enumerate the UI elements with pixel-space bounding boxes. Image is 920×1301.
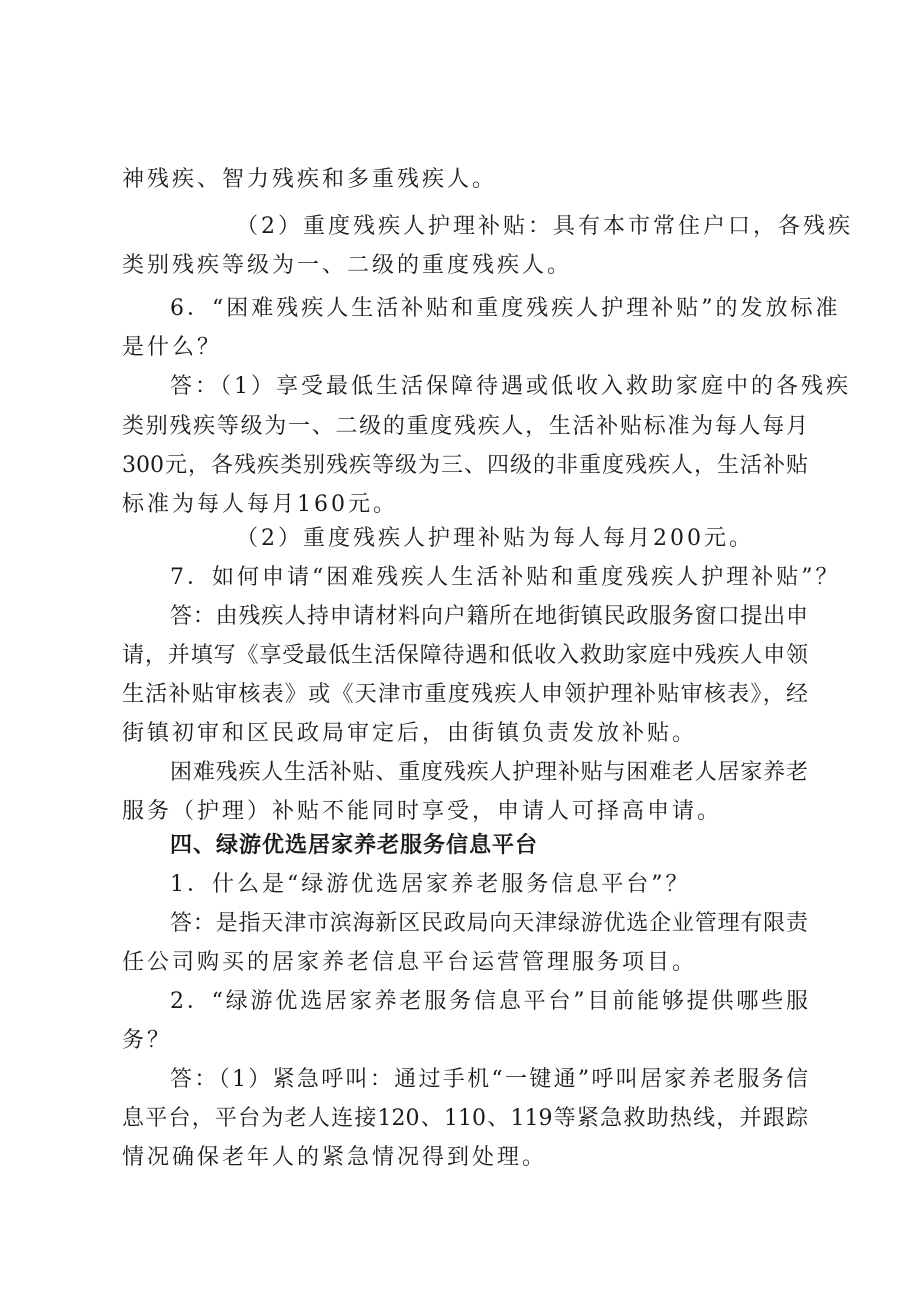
text-line-2: （2）重度残疾人护理补贴：具有本市常住户口，各残疾 [236,214,853,239]
text-line-1: 神残疾、智力残疾和多重残疾人。 [122,167,498,192]
question-6-line-2: 是什么？ [122,335,223,360]
answer-7-line-4: 街镇初审和区民政局审定后，由街镇负责发放补贴。 [122,721,698,746]
note-line-1: 困难残疾人生活补贴、重度残疾人护理补贴与困难老人居家养老 [170,760,808,785]
answer-6-line-1: 答：（1）享受最低生活保障待遇或低收入救助家庭中的各残疾 [170,374,851,399]
answer-2-line-1: 答：（1）紧急呼叫：通过手机“一键通”呼叫居家养老服务信 [170,1067,808,1092]
answer-7-line-2: 请，并填写《享受最低生活保障待遇和低收入救助家庭中残疾人申领 [122,643,808,668]
question-2-line-1: 2．“绿游优选居家养老服务信息平台”目前能够提供哪些服 [170,989,808,1014]
answer-6-line-4: 标准为每人每月160元。 [122,492,398,517]
answer-7-line-1: 答：由残疾人持申请材料向户籍所在地街镇民政服务窗口提出申 [170,604,808,629]
question-7: 7．如何申请“困难残疾人生活补贴和重度残疾人护理补贴”？ [170,565,841,590]
text-line-3: 类别残疾等级为一、二级的重度残疾人。 [122,253,573,278]
question-6-line-1: 6．“困难残疾人生活补贴和重度残疾人护理补贴”的发放标准 [170,296,841,321]
answer-6-line-3: 300元，各残疾类别残疾等级为三、四级的非重度残疾人，生活补贴 [122,453,808,478]
answer-2-line-2: 息平台，平台为老人连接120、110、119等紧急救助热线，并跟踪 [122,1106,808,1131]
answer-1-line-2: 任公司购买的居家养老信息平台运营管理服务项目。 [122,950,698,975]
answer-6-line-2: 类别残疾等级为一、二级的重度残疾人，生活补贴标准为每人每月 [122,414,808,439]
note-line-2: 服务（护理）补贴不能同时享受，申请人可择高申请。 [122,799,723,824]
section-heading: 四、绿游优选居家养老服务信息平台 [170,833,539,858]
question-2-line-2: 务？ [122,1028,173,1053]
answer-6-line-5: （2）重度残疾人护理补贴为每人每月200元。 [236,526,754,551]
answer-2-line-3: 情况确保老年人的紧急情况得到处理。 [122,1145,548,1170]
answer-7-line-3: 生活补贴审核表》或《天津市重度残疾人申领护理补贴审核表》，经 [122,682,808,707]
question-1: 1．什么是“绿游优选居家养老服务信息平台”？ [170,872,691,897]
answer-1-line-1: 答：是指天津市滨海新区民政局向天津绿游优选企业管理有限责 [170,911,808,936]
